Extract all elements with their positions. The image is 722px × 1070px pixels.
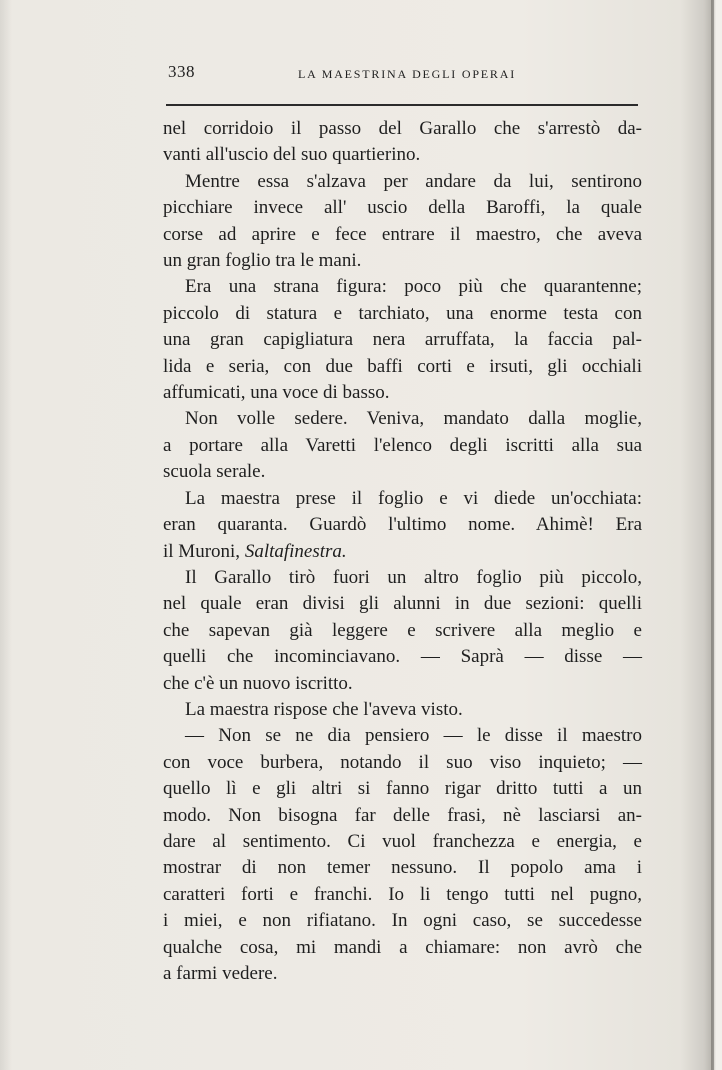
text-line: caratteri forti e franchi. Io li tengo tutti nel pugno, — [163, 883, 642, 905]
text-line: modo. Non bisogna far delle frasi, nè lasciarsi an- — [163, 804, 642, 826]
text-line: che sapevan già leggere e scrivere alla meglio e — [163, 619, 642, 641]
text-line: nel quale eran divisi gli alunni in due sezioni: quelli — [163, 593, 642, 615]
paragraph — [163, 565, 642, 697]
paragraph — [163, 723, 642, 987]
text-line: Era una strana figura: poco più che quarantenne; — [185, 276, 642, 298]
text-line: affumicati, una voce di basso. — [163, 382, 390, 404]
text-line: Non volle sedere. Veniva, mandato dalla moglie, — [185, 408, 642, 430]
text-line: eran quaranta. Guardò l'ultimo nome. Ahimè! Era — [163, 514, 642, 536]
text-line: a portare alla Varetti l'elenco degli iscritti alla sua — [163, 434, 642, 456]
text-line: che c'è un nuovo iscritto. — [163, 672, 353, 694]
text-line: un gran foglio tra le mani. — [163, 250, 362, 272]
text-line: picchiare invece all' uscio della Baroffi, la quale — [163, 197, 642, 219]
text-line: lida e seria, con due baffi corti e irsuti, gli occhiali — [163, 355, 642, 377]
text-line: — Non se ne dia pensiero — le disse il maestro — [185, 725, 642, 747]
running-title: LA MAESTRINA DEGLI OPERAI — [298, 67, 516, 81]
text-line: piccolo di statura e tarchiato, una enorme testa con — [163, 302, 642, 324]
header-rule — [166, 104, 638, 106]
text-fragment: il Muroni, — [163, 540, 245, 562]
text-line: mostrar di non temer nessuno. Il popolo ama i — [163, 857, 642, 879]
text-line: La maestra prese il foglio e vi diede un'occhiata: — [185, 487, 642, 509]
text-line: corse ad aprire e fece entrare il maestro, che aveva — [163, 223, 642, 245]
text-line: quello lì e gli altri si fanno rigar dritto tutti a un — [163, 778, 642, 800]
paragraph — [163, 169, 642, 275]
text-line: vanti all'uscio del suo quartierino. — [163, 144, 421, 166]
paragraph — [163, 116, 642, 169]
text-line: scuola serale. — [163, 461, 266, 483]
text-line: con voce burbera, notando il suo viso inquieto; — — [163, 751, 642, 773]
text-line: a farmi vedere. — [163, 963, 278, 984]
paragraph — [163, 697, 642, 723]
text-line — [163, 539, 642, 565]
text-line: La maestra rispose che l'aveva visto. — [185, 698, 463, 720]
page-header — [0, 0, 722, 120]
italic-nickname: Saltafinestra. — [244, 540, 347, 562]
text-line: una gran capigliatura nera arruffata, la faccia pal- — [163, 329, 642, 351]
text-line: nel corridoio il passo del Garallo che s'arrestò da- — [163, 118, 642, 139]
paragraph — [163, 486, 642, 565]
text-line: dare al sentimento. Ci vuol franchezza e energia, e — [163, 830, 642, 852]
text-line: i miei, e non rifiatano. In ogni caso, se succedesse — [163, 910, 642, 932]
paragraph — [163, 274, 642, 406]
paragraph — [163, 406, 642, 485]
text-line: quelli che incominciavano. — Saprà — disse — — [163, 646, 642, 668]
page-number: 338 — [168, 62, 195, 81]
text-line: Il Garallo tirò fuori un altro foglio più piccolo, — [185, 566, 642, 588]
text-line: Mentre essa s'alzava per andare da lui, sentirono — [185, 170, 642, 192]
text-line: qualche cosa, mi mandi a chiamare: non avrò che — [163, 936, 642, 958]
page-edge-shadow — [711, 0, 714, 1070]
page-body — [163, 116, 642, 987]
